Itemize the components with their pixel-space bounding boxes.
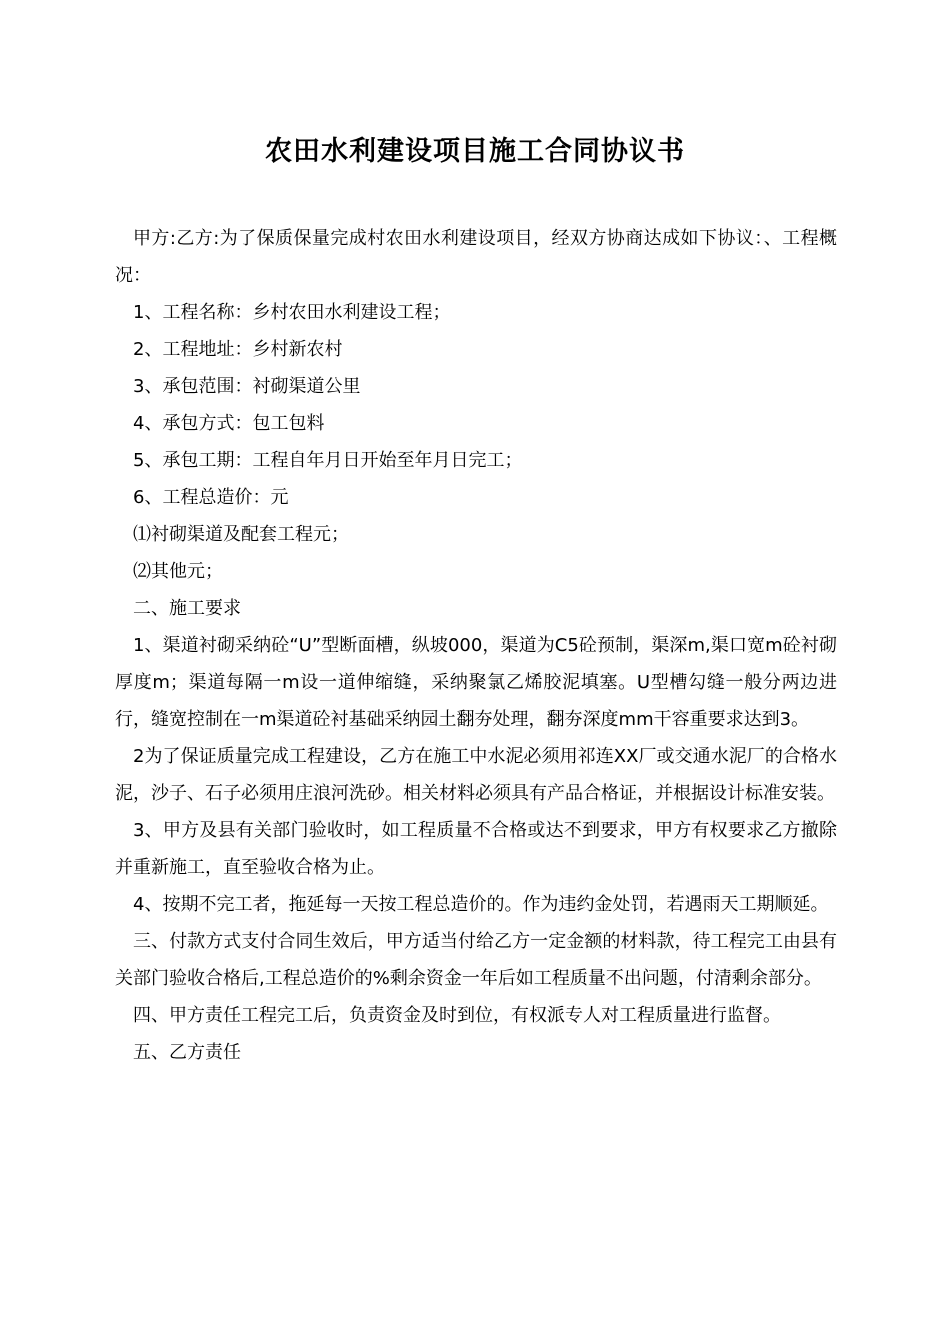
paragraph-requirement-4: 4、按期不完工者，拖延每一天按工程总造价的。作为违约金处罚，若遇雨天工期顺延。	[133, 894, 829, 915]
paragraph-intro: 甲方:乙方:为了保质保量完成村农田水利建设项目，经双方协商达成如下协议：、工程概况：	[115, 228, 837, 286]
paragraph-total-cost: 6、工程总造价：元	[133, 487, 289, 508]
section-heading-construction-requirements: 二、施工要求	[133, 598, 241, 619]
paragraph-requirement-3: 3、甲方及县有关部门验收时，如工程质量不合格或达不到要求，甲方有权要求乙方撤除并重新施工，直至验收合格为止。	[115, 820, 837, 878]
section-heading-party-b-responsibility: 五、乙方责任	[133, 1042, 241, 1063]
paragraph-project-address: 2、工程地址：乡村新农村	[133, 339, 343, 360]
paragraph-contract-scope: 3、承包范围：衬砌渠道公里	[133, 376, 361, 397]
paragraph-cost-item-2: ⑵其他元；	[133, 561, 223, 582]
paragraph-requirement-1: 1、渠道衬砌采纳砼“U”型断面槽，纵坡000，渠道为C5砼预制，渠深m,渠口宽m砼衬砌厚度m；渠道每隔一m设一道伸缩缝，采纳聚氯乙烯胶泥填塞。U型槽勾缝一般分两边进行，缝宽控制在一m渠道砼衬基础采纳园土翻夯处理，翻夯深度mm干容重要求达到3。	[115, 635, 837, 730]
paragraph-payment-method: 三、付款方式支付合同生效后，甲方适当付给乙方一定金额的材料款，待工程完工由县有关部门验收合格后,工程总造价的%剩余资金一年后如工程质量不出问题，付清剩余部分。	[115, 931, 837, 989]
paragraph-contract-method: 4、承包方式：包工包料	[133, 413, 325, 434]
paragraph-cost-item-1: ⑴衬砌渠道及配套工程元；	[133, 524, 349, 545]
document-title: 农田水利建设项目施工合同协议书	[265, 136, 685, 167]
paragraph-requirement-2: 2为了保证质量完成工程建设，乙方在施工中水泥必须用祁连XX厂或交通水泥厂的合格水泥，沙子、石子必须用庄浪河洗砂。相关材料必须具有产品合格证，并根据设计标准安装。	[115, 746, 837, 804]
document-body	[115, 220, 837, 1071]
paragraph-contract-period: 5、承包工期：工程自年月日开始至年月日完工；	[133, 450, 523, 471]
paragraph-project-name: 1、工程名称：乡村农田水利建设工程；	[133, 302, 451, 323]
paragraph-party-a-responsibility: 四、甲方责任工程完工后，负责资金及时到位，有权派专人对工程质量进行监督。	[133, 1005, 781, 1026]
